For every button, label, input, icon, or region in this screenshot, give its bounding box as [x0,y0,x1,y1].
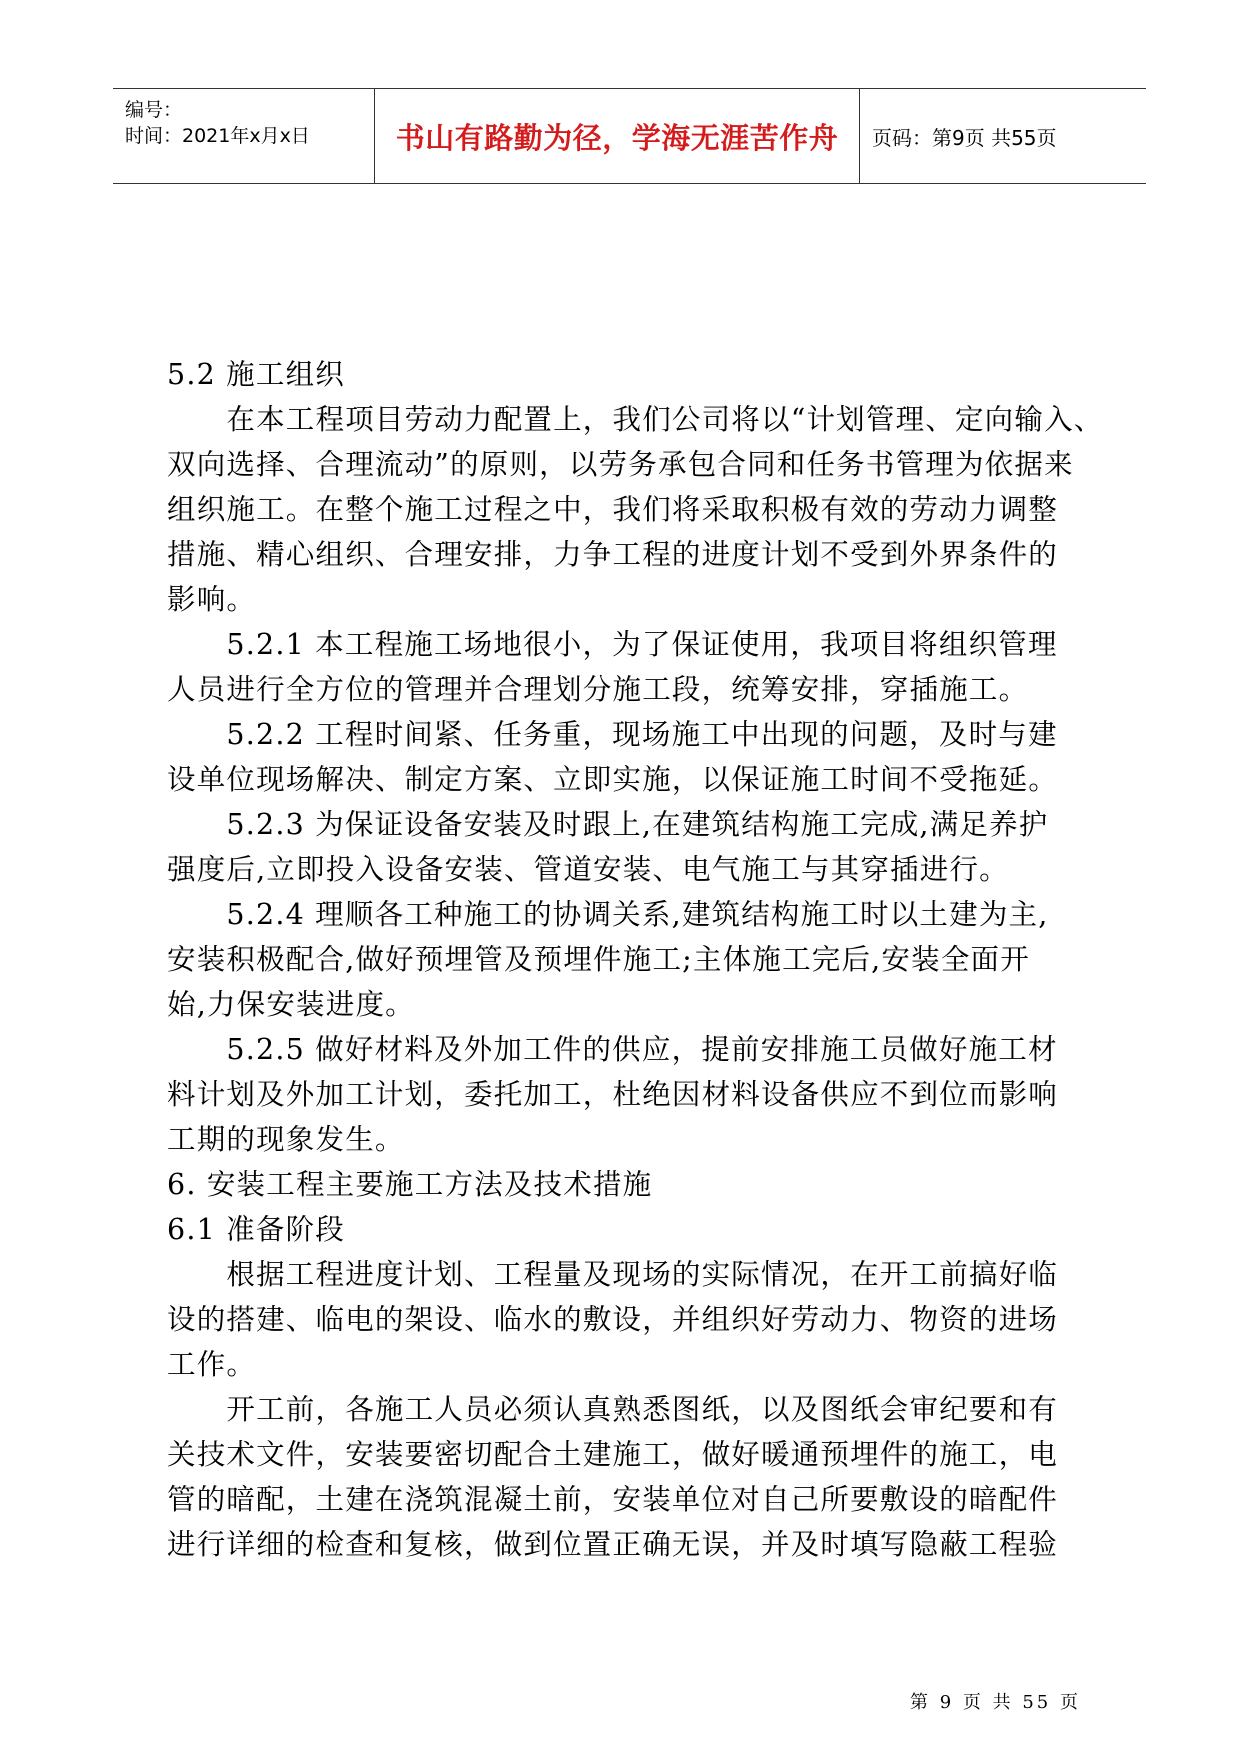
body-line: 管的暗配，土建在浇筑混凝土前，安装单位对自己所要敷设的暗配件 [167,1483,1059,1516]
document-body [167,352,1104,1567]
body-line: 5.2.3 为保证设备安装及时跟上,在建筑结构施工完成,满足养护 [167,808,1049,841]
body-line: 双向选择、合理流动”的原则，以劳务承包合同和任务书管理为依据来 [167,448,1074,481]
header-left-cell [113,89,375,183]
document-number-label: 编号： [125,99,183,121]
body-line: 5.2.5 做好材料及外加工件的供应，提前安排施工员做好施工材 [167,1033,1058,1066]
body-line: 在本工程项目劳动力配置上，我们公司将以“计划管理、定向输入、 [167,403,1104,436]
body-line: 5.2.1 本工程施工场地很小，为了保证使用，我项目将组织管理 [167,628,1058,661]
header-page-cell [860,89,1146,183]
body-line: 关技术文件，安装要密切配合土建施工，做好暖通预埋件的施工，电 [167,1438,1059,1471]
body-line: 根据工程进度计划、工程量及现场的实际情况，在开工前搞好临 [167,1258,1059,1291]
body-line: 5.2 施工组织 [167,358,345,391]
motto-text: 书山有路勤为径，学海无涯苦作舟 [395,120,839,155]
body-line: 安装积极配合,做好预埋管及预埋件施工;主体施工完后,安装全面开 [167,943,1030,976]
body-line: 工作。 [167,1348,257,1381]
body-line: 措施、精心组织、合理安排，力争工程的进度计划不受到外界条件的 [167,538,1059,571]
body-line: 组织施工。在整个施工过程之中，我们将采取积极有效的劳动力调整 [167,493,1059,526]
header-page-number: 页码：第9页 共55页 [872,125,1057,150]
page-footer: 第 9 页 共 55 页 [910,1692,1081,1713]
body-line: 强度后,立即投入设备安装、管道安装、电气施工与其穿插进行。 [167,853,1009,886]
document-date-label: 时间：2021年x月x日 [125,125,310,147]
header-table [113,88,1146,184]
body-line: 设的搭建、临电的架设、临水的敷设，并组织好劳动力、物资的进场 [167,1303,1059,1336]
body-line: 5.2.2 工程时间紧、任务重，现场施工中出现的问题，及时与建 [167,718,1058,751]
body-line: 6. 安装工程主要施工方法及技术措施 [167,1168,653,1201]
header-motto-cell [375,89,860,183]
body-line: 人员进行全方位的管理并合理划分施工段，统筹安排，穿插施工。 [167,673,1029,706]
body-line: 影响。 [167,583,257,616]
body-line: 6.1 准备阶段 [167,1213,345,1246]
body-line: 进行详细的检查和复核，做到位置正确无误，并及时填写隐蔽工程验 [167,1528,1059,1561]
body-line: 开工前，各施工人员必须认真熟悉图纸，以及图纸会审纪要和有 [167,1393,1059,1426]
body-line: 设单位现场解决、制定方案、立即实施，以保证施工时间不受拖延。 [167,763,1059,796]
body-line: 工期的现象发生。 [167,1123,405,1156]
body-line: 始,力保安装进度。 [167,988,415,1021]
body-line: 料计划及外加工计划，委托加工，杜绝因材料设备供应不到位而影响 [167,1078,1059,1111]
body-line: 5.2.4 理顺各工种施工的协调关系,建筑结构施工时以土建为主, [167,898,1049,931]
